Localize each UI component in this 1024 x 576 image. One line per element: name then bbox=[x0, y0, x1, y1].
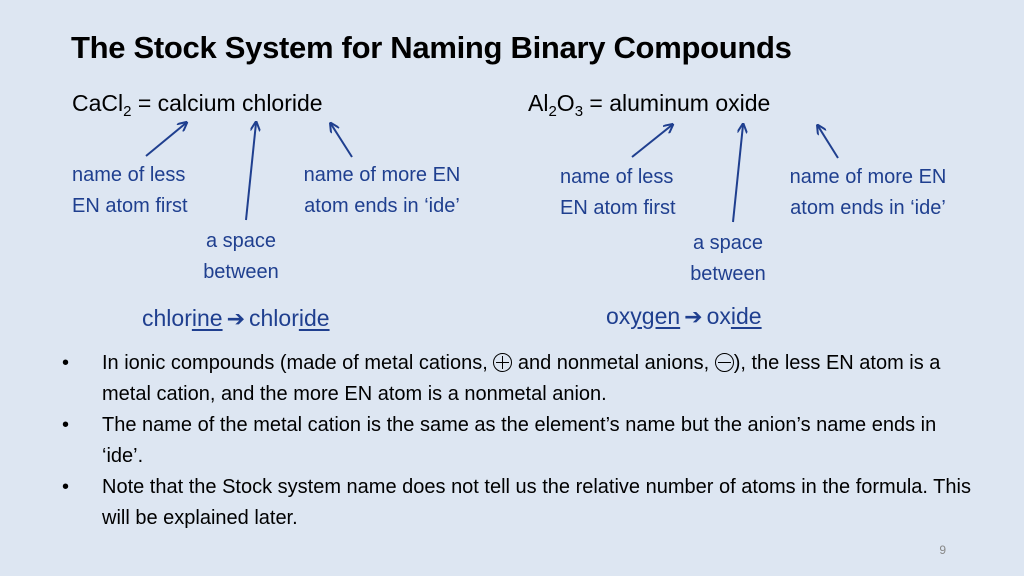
bullet-text: ), the less EN atom is a metal cation, and the more EN atom is a nonmetal anion. bbox=[102, 352, 941, 405]
bullet-marker: • bbox=[62, 476, 70, 498]
note-line: atom ends in ‘ide’ bbox=[790, 197, 946, 219]
bullet-text: In ionic compounds (made of metal cations, bbox=[102, 352, 494, 374]
note-line: EN atom first bbox=[72, 195, 188, 217]
note-more-en-left bbox=[286, 160, 478, 222]
bullet-marker: • bbox=[62, 352, 70, 374]
note-space-right bbox=[673, 228, 783, 290]
right-arrow-icon: ➔ bbox=[684, 304, 703, 329]
conversion-oxygen-oxide bbox=[606, 303, 762, 330]
formula-text: Al bbox=[528, 90, 549, 116]
conv-suffix: ygen bbox=[630, 303, 681, 329]
bullet-item bbox=[62, 348, 972, 410]
bullet-item bbox=[62, 472, 972, 534]
bullet-text: The name of the metal cation is the same as the element’s name but the anion’s name ends in ‘ide’. bbox=[102, 414, 937, 467]
bullet-text: and nonmetal anions, bbox=[512, 352, 715, 374]
bullet-marker: • bbox=[62, 414, 70, 436]
arrow-space-left bbox=[246, 123, 256, 220]
note-line: atom ends in ‘ide’ bbox=[304, 195, 460, 217]
arrow-less-en-right bbox=[632, 125, 672, 157]
note-line: name of less bbox=[560, 166, 674, 188]
conv-stem: chlor bbox=[142, 305, 192, 331]
slide-title: The Stock System for Naming Binary Compounds bbox=[71, 30, 792, 65]
bullet-item bbox=[62, 410, 972, 472]
formula-text: CaCl bbox=[72, 90, 124, 116]
right-arrow-icon: ➔ bbox=[226, 306, 245, 331]
bullet-text: Note that the Stock system name does not tell us the relative number of atoms in the formula. This will be explained later. bbox=[102, 476, 971, 529]
note-line: name of more EN bbox=[303, 164, 461, 186]
formula-subscript: 2 bbox=[123, 103, 132, 120]
formula-subscript: 2 bbox=[548, 103, 557, 120]
conv-suffix: ide bbox=[298, 305, 330, 331]
formula-text: O bbox=[556, 90, 575, 116]
note-line: between bbox=[203, 261, 279, 283]
note-line: a space bbox=[692, 232, 764, 254]
bullet-list bbox=[62, 348, 972, 534]
note-less-en-right bbox=[560, 162, 676, 224]
arrow-less-en-left bbox=[146, 123, 186, 156]
note-more-en-right bbox=[772, 162, 964, 224]
note-less-en-left bbox=[72, 160, 188, 222]
formula-text: = aluminum oxide bbox=[583, 90, 771, 116]
page-number: 9 bbox=[939, 543, 946, 557]
circled-minus-icon bbox=[715, 353, 734, 372]
conv-suffix: ine bbox=[191, 305, 223, 331]
conv-stem: chlor bbox=[249, 305, 299, 331]
formula-text: = calcium chloride bbox=[131, 90, 323, 116]
note-line: a space bbox=[205, 230, 277, 252]
note-line: name of less bbox=[72, 164, 186, 186]
arrow-more-en-right bbox=[818, 126, 838, 158]
conversion-chlorine-chloride bbox=[142, 305, 330, 332]
conv-stem: ox bbox=[606, 303, 631, 329]
conv-stem: ox bbox=[706, 303, 731, 329]
note-space-left bbox=[186, 226, 296, 288]
note-line: EN atom first bbox=[560, 197, 676, 219]
arrow-more-en-left bbox=[331, 124, 352, 157]
circled-plus-icon bbox=[493, 353, 512, 372]
note-line: name of more EN bbox=[789, 166, 947, 188]
formula-subscript: 3 bbox=[574, 103, 584, 120]
arrow-space-right bbox=[733, 125, 743, 222]
note-line: between bbox=[690, 263, 766, 285]
conv-suffix: ide bbox=[730, 303, 762, 329]
